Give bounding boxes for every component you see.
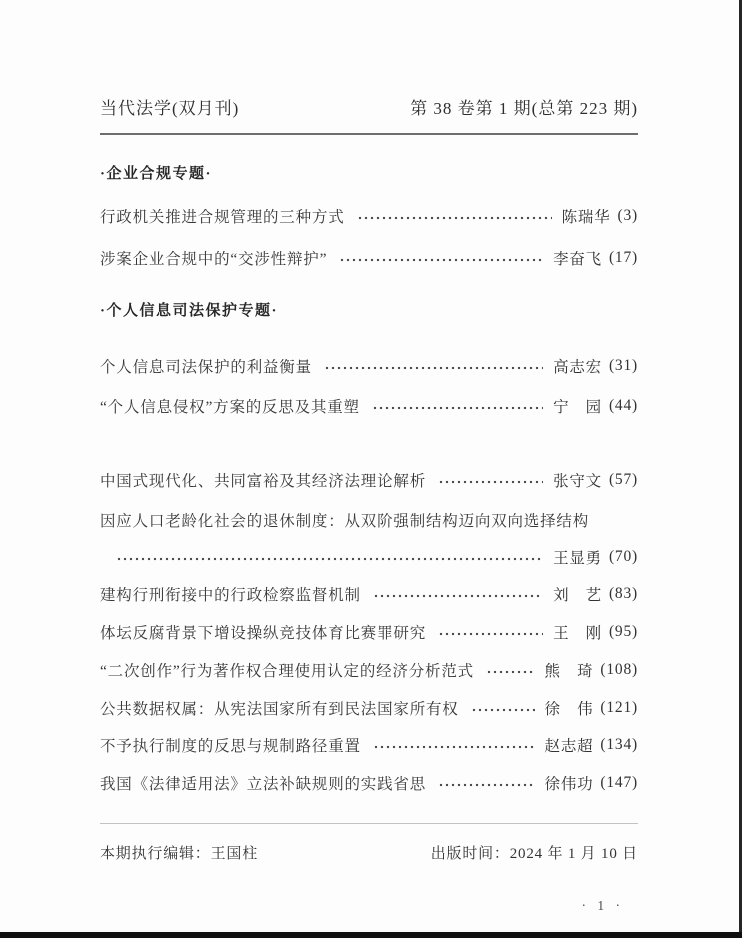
article-author: 刘 艺 [553, 587, 602, 604]
article-title: 不予执行制度的反思与规制路径重置 [100, 738, 361, 755]
article-page: (121) [600, 699, 638, 716]
page-content [100, 0, 638, 917]
article-author: 宁 园 [553, 399, 602, 416]
toc-entry [100, 697, 638, 719]
dot-leader [357, 214, 552, 221]
footer-rule [100, 823, 638, 824]
dot-leader [373, 592, 543, 599]
article-title: 公共数据权属：从宪法国家所有到民法国家所有权 [100, 701, 459, 718]
dot-leader [373, 743, 535, 750]
toc-entry [100, 247, 638, 269]
toc-entry [100, 621, 638, 643]
article-title: 体坛反腐背景下增设操纵竞技体育比赛罪研究 [100, 625, 427, 642]
article-page: (31) [608, 357, 638, 374]
article-page: (95) [608, 623, 638, 640]
article-title: “个人信息侵权”方案的反思及其重塑 [100, 399, 360, 416]
article-author: 徐 伟 [544, 701, 594, 718]
article-title: 涉案企业合规中的“交涉性辩护” [100, 251, 328, 268]
article-author: 张守文 [553, 473, 602, 490]
dot-leader [438, 630, 543, 637]
article-page: (17) [608, 249, 638, 266]
article-title: 我国《法律适用法》立法补缺规则的实践省思 [100, 776, 427, 793]
article-page: (83) [608, 585, 638, 602]
dot-leader [471, 706, 535, 713]
executive-editor: 本期执行编辑：王国柱 [100, 846, 259, 862]
dot-leader [438, 478, 543, 485]
toc-entry [100, 772, 638, 794]
issue-info: 第 38 卷第 1 期(总第 223 期) [410, 99, 638, 118]
article-title: 因应人口老龄化社会的退休制度：从双阶强制结构迈向双向选择结构 [100, 513, 590, 530]
article-title: “二次创作”行为著作权合理使用认定的经济分析范式 [100, 663, 474, 680]
article-title: 建构行刑衔接中的行政检察监督机制 [100, 587, 361, 604]
toc-entry [100, 659, 638, 681]
article-page: (57) [608, 471, 638, 488]
article-author: 王 刚 [553, 625, 602, 642]
scan-edge-bottom [0, 932, 742, 938]
page-header [100, 0, 638, 119]
article-page: (70) [608, 548, 638, 565]
toc-entry [100, 469, 638, 491]
article-author: 徐伟功 [544, 776, 594, 793]
toc-entry-title-line [100, 509, 638, 531]
journal-title: 当代法学(双月刊) [100, 99, 240, 118]
dot-leader [372, 404, 543, 411]
article-page: (44) [608, 397, 638, 414]
section-heading-personal-info: ·个人信息司法保护专题· [100, 303, 279, 319]
dot-leader [438, 781, 535, 788]
article-author: 赵志超 [544, 738, 594, 755]
toc-entry [100, 734, 638, 756]
dot-leader [486, 668, 535, 675]
article-author: 熊 琦 [544, 663, 594, 680]
dot-leader [324, 364, 543, 371]
article-page: (147) [600, 774, 638, 791]
page-number: · 1 · [581, 898, 624, 913]
article-page: (134) [600, 736, 638, 753]
article-title: 个人信息司法保护的利益衡量 [100, 359, 312, 376]
article-title: 中国式现代化、共同富裕及其经济法理论解析 [100, 473, 427, 490]
toc-entry [100, 355, 638, 377]
article-author: 李奋飞 [553, 251, 602, 268]
page-footer [100, 843, 638, 865]
header-rule [100, 133, 638, 135]
toc-entry-continuation-line [100, 546, 638, 568]
section-heading-compliance: ·企业合规专题· [100, 166, 213, 182]
article-author: 陈瑞华 [561, 209, 611, 226]
article-page: (108) [600, 661, 638, 678]
dot-leader [116, 555, 543, 562]
dot-leader [339, 256, 543, 263]
article-author: 王显勇 [553, 550, 602, 567]
toc-entry [100, 583, 638, 605]
article-author: 高志宏 [553, 359, 602, 376]
article-page: (3) [617, 207, 638, 224]
publish-date: 出版时间：2024 年 1 月 10 日 [430, 846, 638, 862]
toc-entry [100, 205, 638, 227]
toc-entry [100, 395, 638, 417]
article-title: 行政机关推进合规管理的三种方式 [100, 209, 345, 226]
